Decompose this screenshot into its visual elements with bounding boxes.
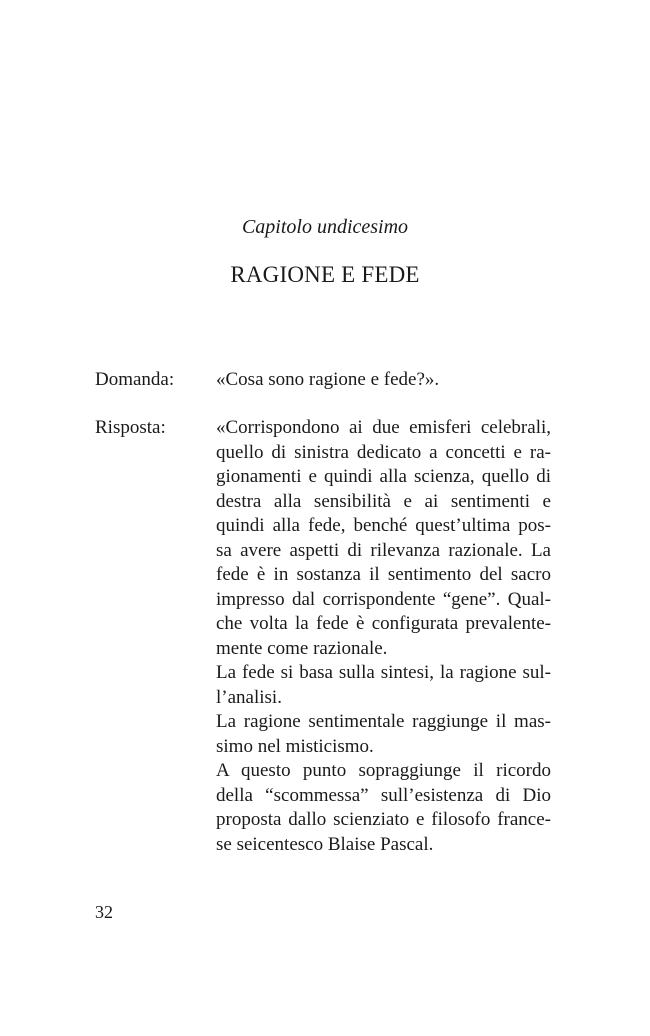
answer-line: della “scommessa” sull’esistenza di Dio	[216, 784, 551, 806]
answer-line: simo nel misticismo.	[216, 735, 374, 757]
answer-line: La fede si basa sulla sintesi, la ragione sul-	[216, 662, 551, 683]
answer-line: quindi alla fede, benché quest’ultima pos-	[216, 515, 551, 536]
answer-line: gionamenti e quindi alla scienza, quello di	[216, 466, 551, 487]
answer-line: La ragione sentimentale raggiunge il mas-	[216, 711, 551, 732]
answer-text	[216, 416, 551, 857]
answer-line: proposta dallo scienziato e filosofo france-	[216, 809, 551, 830]
answer-line: mente come razionale.	[216, 637, 388, 659]
chapter-subtitle	[0, 214, 650, 240]
answer-label: Risposta:	[95, 417, 166, 438]
answer-line: «Corrispondono ai due emisferi celebrali,	[216, 417, 551, 438]
answer-line: impresso dal corrispondente “gene”. Qual-	[216, 588, 551, 610]
answer-line: fede è in sostanza il sentimento del sacro	[216, 564, 551, 585]
answer-line: sa avere aspetti di rilevanza razionale. La	[216, 539, 551, 561]
chapter-title: RAGIONE E FEDE	[230, 262, 420, 287]
question-label: Domanda:	[95, 369, 175, 390]
question-text: «Cosa sono ragione e fede?».	[216, 369, 440, 390]
page-number: 32	[95, 902, 113, 922]
answer-line: destra alla sensibilità e ai sentimenti e	[216, 490, 551, 512]
answer-line: l’analisi.	[216, 686, 282, 708]
answer-line: se seicentesco Blaise Pascal.	[216, 833, 434, 855]
answer-line: A questo punto sopraggiunge il ricordo	[216, 760, 551, 781]
answer-line: quello di sinistra dedicato a concetti e ra-	[216, 441, 551, 463]
answer-line: che volta la fede è configurata prevalente-	[216, 613, 551, 634]
chapter-subtitle-text: Capitolo undicesimo	[241, 216, 409, 238]
